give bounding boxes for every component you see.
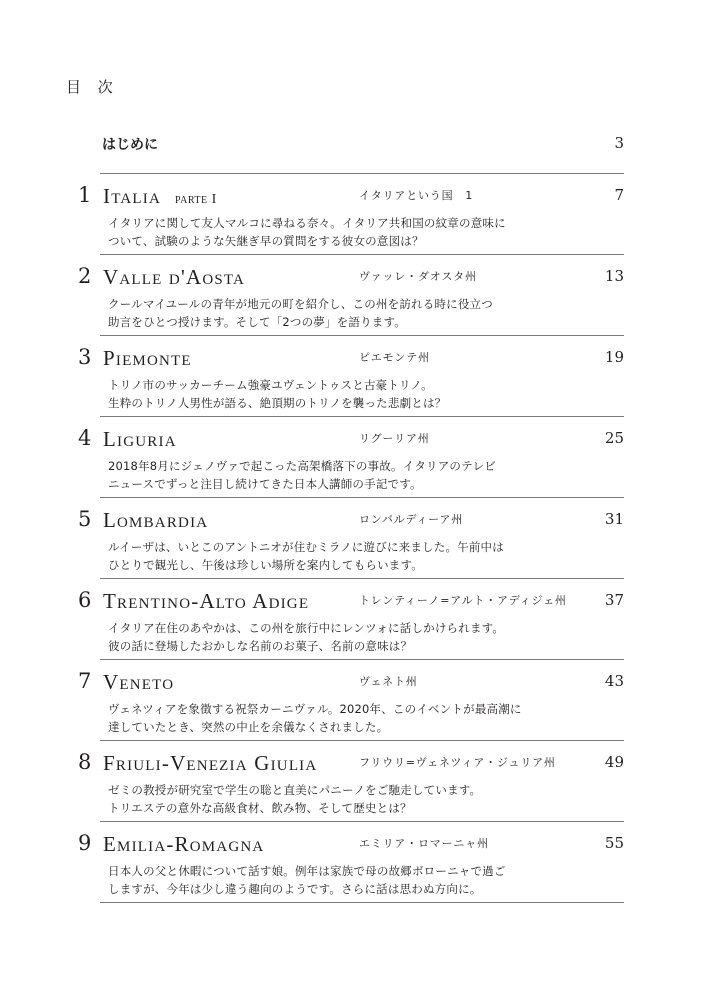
chapter-page-number: 49 bbox=[604, 753, 624, 771]
chapter-description: トリノ市のサッカーチーム強豪ユヴェントゥスと古豪トリノ。 生粋のトリノ人男性が語る、絶頂期のトリノを襲った悲劇とは？ bbox=[108, 378, 447, 410]
divider bbox=[100, 578, 624, 579]
divider bbox=[100, 821, 624, 822]
chapter-jp-title: ロンバルディーア州 bbox=[359, 513, 463, 526]
chapter-title: Piemonte bbox=[103, 346, 192, 370]
chapter-number: 1 bbox=[78, 183, 92, 207]
divider bbox=[100, 497, 624, 498]
divider bbox=[100, 335, 624, 336]
toc-heading: 目 次 bbox=[66, 78, 119, 96]
chapter-page-number: 7 bbox=[614, 186, 624, 204]
chapter-title: Valle d'Aosta bbox=[103, 265, 246, 289]
chapter-page-number: 13 bbox=[604, 267, 624, 285]
toc-entry-chapter-4[interactable] bbox=[78, 426, 624, 496]
chapter-title: Emilia-Romagna bbox=[103, 832, 265, 856]
chapter-number: 6 bbox=[78, 588, 92, 612]
chapter-jp-title: フリウリ=ヴェネツィア・ジュリア州 bbox=[359, 756, 556, 769]
chapter-description: 日本人の父と休暇について話す娘。例年は家族で母の故郷ボローニャで過ご しますが、今年は少し違う趣向のようです。さらに話は思わぬ方向に。 bbox=[108, 864, 506, 896]
divider bbox=[100, 740, 624, 741]
toc-entry-chapter-5[interactable] bbox=[78, 507, 624, 577]
toc-entry-chapter-2[interactable] bbox=[78, 264, 624, 334]
chapter-jp-title: ピエモンテ州 bbox=[359, 351, 430, 364]
chapter-title: Lombardia bbox=[103, 508, 209, 532]
chapter-page-number: 55 bbox=[604, 834, 624, 852]
chapter-title: Friuli-Venezia Giulia bbox=[103, 751, 318, 775]
chapter-number: 7 bbox=[78, 669, 92, 693]
chapter-jp-title: ヴァッレ・ダオスタ州 bbox=[359, 270, 477, 283]
chapter-subtitle: parte I bbox=[174, 192, 217, 207]
chapter-jp-title: イタリアという国 1 bbox=[359, 189, 473, 202]
divider bbox=[100, 173, 624, 174]
chapter-title: Veneto bbox=[103, 670, 175, 694]
chapter-title: Italia parte I bbox=[103, 184, 217, 208]
toc-entry-intro[interactable] bbox=[102, 134, 624, 154]
chapter-description: イタリアに関して友人マルコに尋ねる奈々。イタリア共和国の紋章の意味に ついて、試験のような矢継ぎ早の質問をする彼女の意図は？ bbox=[108, 216, 506, 248]
chapter-page-number: 19 bbox=[604, 348, 624, 366]
chapter-description: ルイーザは、いとこのアントニオが住むミラノに遊びに来ました。午前中は ひとりで観光し、午後は珍しい場所を案内してもらいます。 bbox=[108, 540, 504, 572]
chapter-title: Trentino-Alto Adige bbox=[103, 589, 310, 613]
chapter-number: 4 bbox=[78, 426, 92, 450]
chapter-number: 8 bbox=[78, 750, 92, 774]
toc-entry-chapter-1[interactable] bbox=[78, 183, 624, 253]
chapter-number: 5 bbox=[78, 507, 92, 531]
chapter-description: ゼミの教授が研究室で学生の聡と直美にパニーノをご馳走しています。 トリエステの意外な高級食材、飲み物、そして歴史とは？ bbox=[108, 783, 482, 815]
chapter-page-number: 25 bbox=[604, 429, 624, 447]
chapter-page-number: 37 bbox=[604, 591, 624, 609]
chapter-page-number: 31 bbox=[604, 510, 624, 528]
chapter-number: 9 bbox=[78, 831, 92, 855]
chapter-description: イタリア在住のあやかは、この州を旅行中にレンツォに話しかけられます。 彼の話に登場したおかしな名前のお菓子、名前の意味は？ bbox=[108, 621, 505, 653]
intro-page-number: 3 bbox=[614, 134, 624, 152]
chapter-description: 2018年8月にジェノヴァで起こった高架橋落下の事故。イタリアのテレビ ニュースでずっと注目し続けてきた日本人講師の手記です。 bbox=[108, 459, 497, 491]
divider bbox=[100, 416, 624, 417]
toc-entry-chapter-8[interactable] bbox=[78, 750, 624, 820]
chapter-jp-title: エミリア・ロマーニャ州 bbox=[359, 837, 489, 850]
chapter-jp-title: リグーリア州 bbox=[359, 432, 430, 445]
divider bbox=[100, 902, 624, 903]
toc-entry-chapter-9[interactable] bbox=[78, 831, 624, 901]
chapter-title: Liguria bbox=[103, 427, 177, 451]
chapter-description: ヴェネツィアを象徴する祝祭カーニヴァル。2020年、このイベントが最高潮に 達していたとき、突然の中止を余儀なくされました。 bbox=[108, 702, 522, 734]
chapter-number: 2 bbox=[78, 264, 92, 288]
chapter-jp-title: トレンティーノ=アルト・アディジェ州 bbox=[359, 594, 567, 607]
divider bbox=[100, 254, 624, 255]
toc-entry-chapter-3[interactable] bbox=[78, 345, 624, 415]
chapter-page-number: 43 bbox=[604, 672, 624, 690]
toc-entry-chapter-6[interactable] bbox=[78, 588, 624, 658]
toc-entry-chapter-7[interactable] bbox=[78, 669, 624, 739]
chapter-jp-title: ヴェネト州 bbox=[359, 675, 418, 688]
chapter-description: クールマイユールの青年が地元の町を紹介し、この州を訪れる時に役立つ 助言をひとつ授けます。そして「2つの夢」を語ります。 bbox=[108, 297, 493, 329]
divider bbox=[100, 659, 624, 660]
chapter-number: 3 bbox=[78, 345, 92, 369]
intro-label: はじめに bbox=[102, 137, 158, 153]
